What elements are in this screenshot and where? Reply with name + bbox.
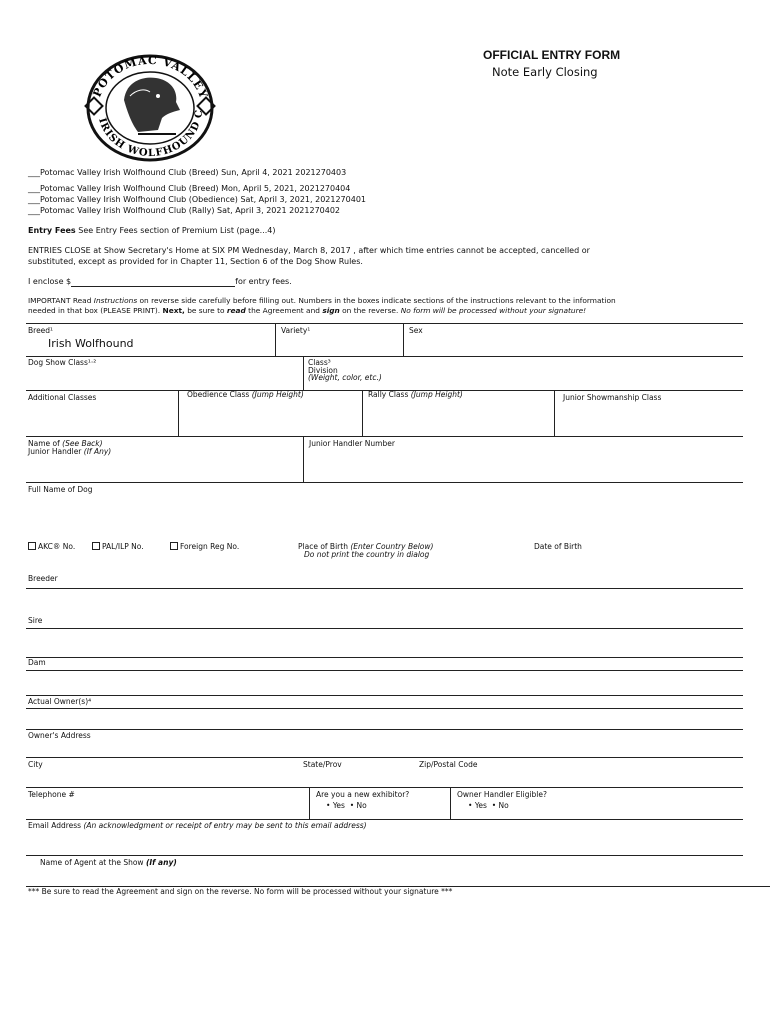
date-of-birth-label: Date of Birth [534,542,582,551]
important-print: needed in that box (PLEASE PRINT). [28,306,161,315]
email-label: Email Address [28,821,82,830]
rule [275,323,276,356]
important-be-sure: be sure to [187,306,225,315]
obedience-class-label: Obedience Class [187,390,250,399]
event-line[interactable]: ___Potomac Valley Irish Wolfhound Club (Obedience) Sat, April 3, 2021, 2021270401 [28,195,366,204]
rule [554,390,555,436]
additional-classes-label: Additional Classes [28,393,97,402]
new-exhibitor-no[interactable]: • No [349,801,367,810]
junior-handler-hint: (If Any) [83,447,112,456]
breeder-input-line[interactable] [26,588,743,589]
breed-label: Breed¹ [28,326,54,335]
rule [26,695,743,696]
email-input-line[interactable] [26,855,743,856]
owner-handler-yes[interactable]: • Yes [468,801,487,810]
rule [26,729,743,730]
important-agreement: the Agreement and [248,306,320,315]
entry-fees-label: Entry Fees [28,226,76,235]
new-exhibitor-yes[interactable]: • Yes [326,801,345,810]
agent [40,858,177,867]
name-of-label: Name of [28,439,60,448]
akc-no-label: AKC® No. [38,542,76,551]
svg-text:IRISH WOLFHOUND CLUB: IRISH WOLFHOUND C [96,108,206,160]
sex-input[interactable] [404,328,742,354]
important-label: IMPORTANT [28,296,71,305]
closing-line-2: substituted, except as provided for in Chapter 11, Section 6 of the Dog Show Rules. [28,257,363,266]
rule [362,390,363,436]
city-label: City [28,760,43,769]
telephone-label: Telephone # [28,790,75,799]
class-label: Class³ [308,358,331,367]
foreign-reg-option[interactable] [170,542,239,551]
new-exhibitor-question: Are you a new exhibitor? [316,790,410,799]
important-next: Next, [162,306,185,315]
email [28,821,367,830]
full-name-label: Full Name of Dog [28,485,93,494]
closing-line-1: ENTRIES CLOSE at Show Secretary's Home at SIX PM Wednesday, March 8, 2017 , after which time entries cannot be accepted, cancelled or [28,246,590,255]
club-logo [84,52,216,164]
zip-label: Zip/Postal Code [419,760,478,769]
rule [309,787,310,819]
important-text: on reverse side carefully before filling out. Numbers in the boxes indicate sections of the instructions relevant to the information [139,296,616,305]
sire-input-line[interactable] [26,628,743,629]
rule [26,787,743,788]
rule [26,356,743,357]
rule [26,482,743,483]
important-reverse: on the reverse. [342,306,399,315]
important-read: Read [72,296,92,305]
variety-label: Variety¹ [281,326,311,335]
event-line[interactable]: ___Potomac Valley Irish Wolfhound Club (Breed) Sun, April 4, 2021 2021270403 [28,168,347,177]
enclose-line [28,277,292,287]
important-sign: sign [322,306,340,315]
owner-handler-question: Owner Handler Eligible? [457,790,547,799]
rule [450,787,451,819]
rule [303,356,304,390]
division-hint: (Weight, color, etc.) [308,373,382,382]
entry-fees-text: See Entry Fees section of Premium List (page...4) [78,226,276,235]
important-warning: No form will be processed without your signature! [400,306,587,315]
rule [26,436,743,437]
junior-handler-label: Junior Handler [28,447,82,456]
rule [26,657,743,658]
foreign-reg-label: Foreign Reg No. [180,542,240,551]
enclose-amount-field[interactable] [71,277,235,287]
name-of-hint: (See Back) [62,439,103,448]
full-name-input[interactable] [26,495,743,535]
akc-checkbox[interactable] [28,542,36,550]
important-line-2 [28,306,586,315]
dog-show-class-label: Dog Show Class¹·² [28,358,97,367]
rally-class [368,390,463,399]
pal-ilp-option[interactable] [92,542,144,551]
agent-hint: (If any) [145,858,177,867]
important-instructions: Instructions [93,296,138,305]
sex-label: Sex [409,326,423,335]
sire-label: Sire [28,616,43,625]
pal-ilp-checkbox[interactable] [92,542,100,550]
dam-input-line[interactable] [26,670,743,671]
rally-class-label: Rally Class [368,390,409,399]
owner-handler-no[interactable]: • No [491,801,509,810]
owners-address-input-line[interactable] [26,757,743,758]
pal-ilp-label: PAL/ILP No. [102,542,144,551]
rule [303,436,304,482]
form-subtitle: Note Early Closing [492,65,598,79]
owner-handler-options [468,801,509,810]
breed-input[interactable]: Irish Wolfhound [48,337,134,350]
akc-no-option[interactable] [28,542,75,551]
obedience-class-hint: (Jump Height) [251,390,304,399]
event-line[interactable]: ___Potomac Valley Irish Wolfhound Club (Breed) Mon, April 5, 2021, 2021270404 [28,184,351,193]
owners-address-label: Owner's Address [28,731,91,740]
entry-fees [28,226,275,235]
place-of-birth-hint: (Enter Country Below) [350,542,434,551]
important-line-1 [28,296,616,305]
rally-class-hint: (Jump Height) [410,390,463,399]
enclose-suffix: for entry fees. [235,277,292,286]
foreign-reg-checkbox[interactable] [170,542,178,550]
division-label: Division [308,366,338,375]
footer-note: *** Be sure to read the Agreement and sign on the reverse. No form will be processed without your signature *** [28,887,453,896]
important-read-bold: read [226,306,246,315]
state-label: State/Prov [303,760,342,769]
junior-handler-number-label: Junior Handler Number [309,439,395,448]
new-exhibitor-options [326,801,367,810]
rule [26,819,743,820]
breeder-label: Breeder [28,574,58,583]
owners-input-line[interactable] [26,708,743,709]
place-of-birth-note: Do not print the country in dialog [304,550,430,559]
obedience-class [187,390,304,399]
agent-label: Name of Agent at the Show [40,858,144,867]
rule [26,323,743,324]
email-hint: (An acknowledgment or receipt of entry may be sent to this email address) [83,821,367,830]
owners-label: Actual Owner(s)⁴ [28,697,92,706]
enclose-prefix: I enclose $ [28,277,72,286]
dam-label: Dam [28,658,46,667]
place-of-birth-label: Place of Birth [298,542,348,551]
svg-text:POTOMAC VALLEY: POTOMAC VALLEY [90,53,211,101]
event-line[interactable]: ___Potomac Valley Irish Wolfhound Club (Rally) Sat, April 3, 2021 2021270402 [28,206,341,215]
form-title: OFFICIAL ENTRY FORM [483,48,621,62]
junior-showmanship-label: Junior Showmanship Class [563,393,662,402]
rule [178,390,179,436]
junior-handler [28,447,111,456]
